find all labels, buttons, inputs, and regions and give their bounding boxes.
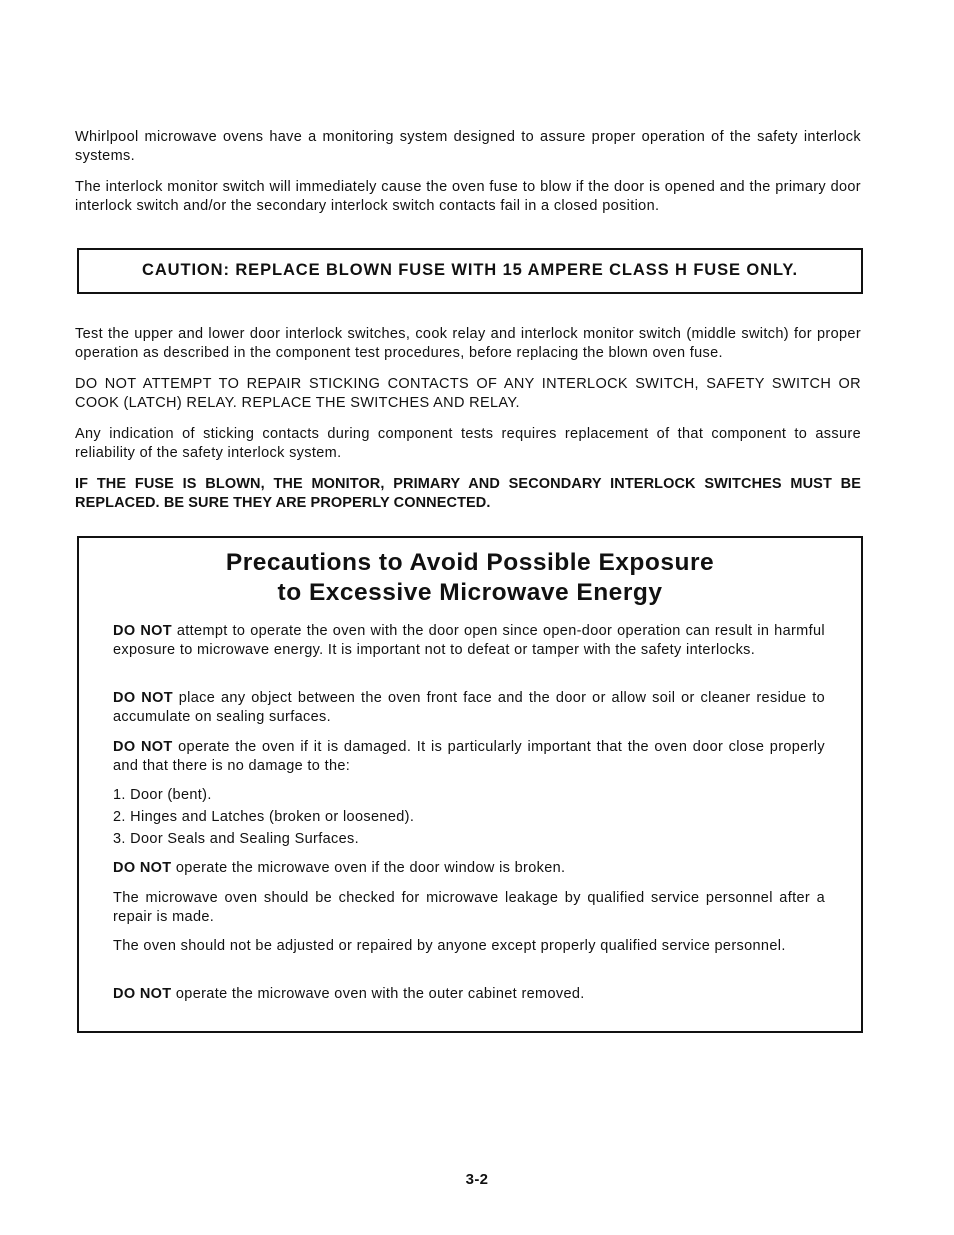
adjustment-paragraph: The oven should not be adjusted or repaired by anyone except properly qualified service personnel. <box>113 938 786 954</box>
test-paragraph: Test the upper and lower door interlock switches, cook relay and interlock monitor switch (middle switch) for proper operation as described in the component test procedures, before replacing the blown oven fuse. <box>75 326 861 361</box>
precaution-text: operate the microwave oven with the outer cabinet removed. <box>175 986 585 1002</box>
caution-text: CAUTION: REPLACE BLOWN FUSE WITH 15 AMPERE CLASS H FUSE ONLY. <box>142 261 798 279</box>
precaution-item-damaged <box>113 738 825 776</box>
precaution-text: operate the oven if it is damaged. It is particularly important that the oven door close properly and that there is no damage to the: <box>113 739 825 774</box>
damage-list-item: 2. Hinges and Latches (broken or loosened). <box>113 809 415 825</box>
do-not-label: DO NOT <box>113 739 173 755</box>
precautions-title-line-1: Precautions to Avoid Possible Exposure <box>225 549 715 576</box>
damage-list-item: 3. Door Seals and Sealing Surfaces. <box>113 831 359 847</box>
fuse-blown-warning: IF THE FUSE IS BLOWN, THE MONITOR, PRIMARY AND SECONDARY INTERLOCK SWITCHES MUST BE REPLACED. BE SURE THEY ARE PROPERLY CONNECTED. <box>75 476 861 511</box>
precaution-text: place any object between the oven front face and the door or allow soil or cleaner residue to accumulate on sealing surfaces. <box>113 690 825 725</box>
sticking-contacts-paragraph: Any indication of sticking contacts during component tests requires replacement of that component to assure reliability of the safety interlock system. <box>75 426 861 461</box>
precaution-item-open-door <box>113 622 825 660</box>
do-not-label: DO NOT <box>113 860 172 876</box>
intro-paragraph-2: The interlock monitor switch will immediately cause the oven fuse to blow if the door is opened and the primary door interlock switch and/or the secondary interlock switch contacts fail in a closed position. <box>75 179 861 214</box>
precautions-title <box>79 548 861 608</box>
damage-list-item: 1. Door (bent). <box>113 787 212 803</box>
precaution-text: attempt to operate the oven with the door open since open-door operation can result in harmful exposure to microwave energy. It is important not to defeat or tamper with the safety interlocks. <box>113 623 825 658</box>
page-number: 3-2 <box>465 1171 489 1188</box>
precaution-item-window <box>113 859 825 878</box>
do-not-label: DO NOT <box>113 986 172 1002</box>
leakage-check-paragraph: The microwave oven should be checked for microwave leakage by qualified service personnel after a repair is made. <box>113 890 825 925</box>
precaution-text: operate the microwave oven if the door window is broken. <box>175 860 566 876</box>
do-not-repair-paragraph: DO NOT ATTEMPT TO REPAIR STICKING CONTACTS OF ANY INTERLOCK SWITCH, SAFETY SWITCH OR COOK (LATCH) RELAY. REPLACE THE SWITCHES AND RELAY. <box>75 376 861 411</box>
do-not-label: DO NOT <box>113 623 172 639</box>
precaution-item-object <box>113 689 825 727</box>
intro-paragraph-1: Whirlpool microwave ovens have a monitoring system designed to assure proper operation of the safety interlock systems. <box>75 129 861 164</box>
caution-box <box>77 248 863 294</box>
precautions-title-line-2: to Excessive Microwave Energy <box>277 579 663 606</box>
do-not-label: DO NOT <box>113 690 173 706</box>
precautions-box <box>77 536 863 1033</box>
precaution-item-cabinet <box>113 985 825 1004</box>
